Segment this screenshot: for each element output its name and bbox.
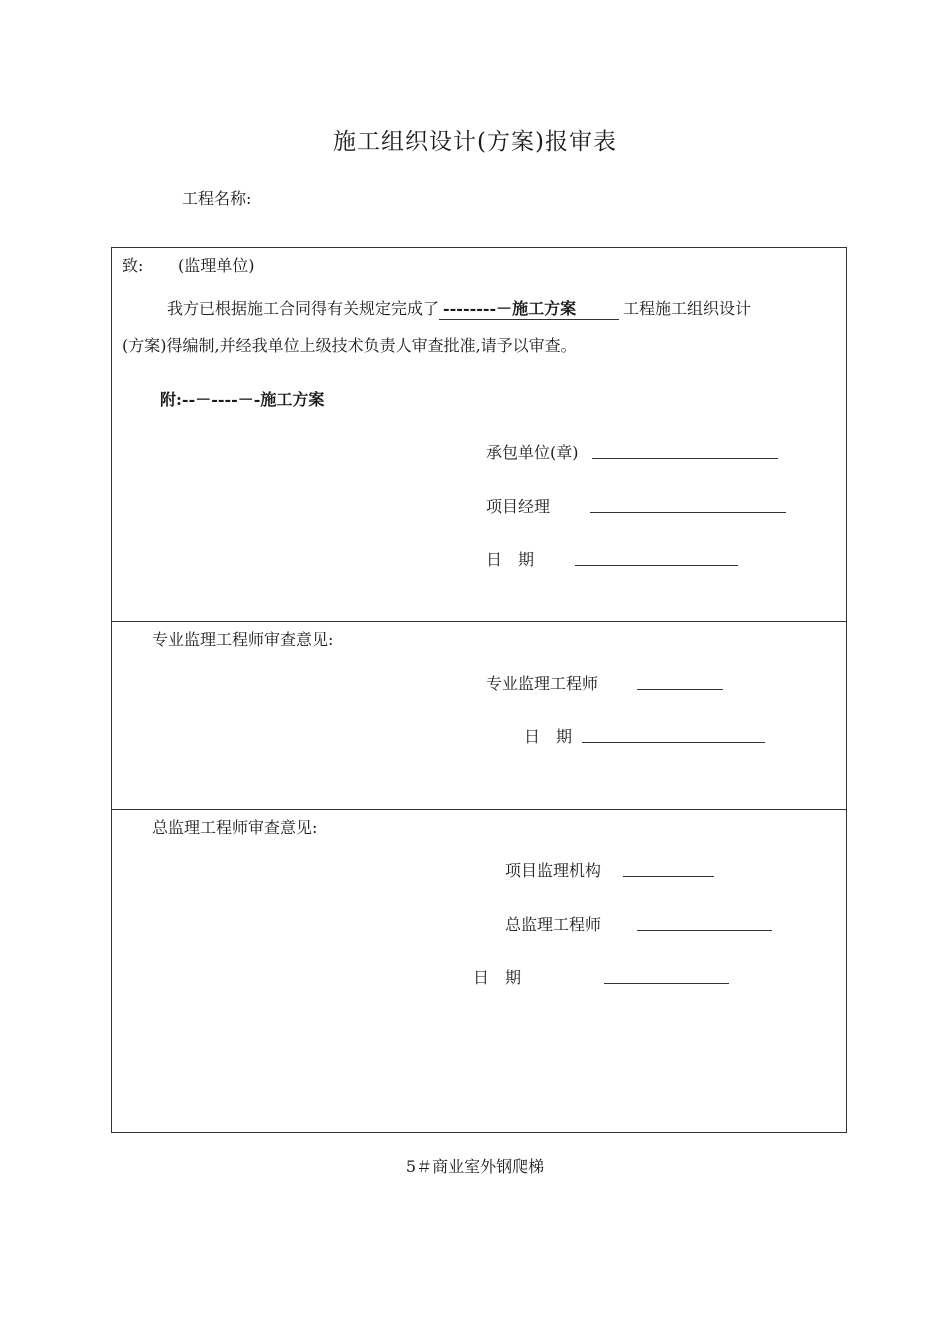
supervision-unit-label: (监理单位) (178, 256, 255, 275)
body-text-line2: (方案)得编制,并经我单位上级技术负责人审查批准,请予以审查。 (122, 336, 577, 355)
attachment-value: --－----－-施工方案 (181, 390, 325, 409)
date-line (604, 983, 729, 984)
section-divider (111, 621, 847, 622)
section-divider (111, 809, 847, 810)
date-line (582, 742, 765, 743)
body-text-suffix: 工程施工组织设计 (623, 299, 752, 318)
plan-name-field: --------－施工方案 (439, 296, 619, 320)
form-table (111, 247, 847, 1133)
contractor-label: 承包单位(章) (486, 443, 579, 462)
attachment-line (160, 387, 324, 410)
footer-project-name: 5＃商业室外钢爬梯 (405, 1157, 545, 1176)
attachment-label: 附: (160, 390, 182, 409)
specialty-review-heading: 专业监理工程师审查意见: (152, 630, 334, 649)
date-label: 日 期 (524, 727, 573, 746)
body-text-prefix: 我方已根据施工合同得有关规定完成了 (167, 299, 440, 318)
date-label: 日 期 (486, 550, 535, 569)
chief-engineer-label: 总监理工程师 (505, 915, 602, 934)
body-text-line1 (167, 296, 751, 320)
specialty-engineer-label: 专业监理工程师 (486, 674, 599, 693)
specialty-engineer-line (637, 689, 723, 690)
project-name-label: 工程名称: (182, 189, 252, 208)
page-title: 施工组织设计(方案)报审表 (333, 129, 617, 155)
contractor-signature-line (592, 458, 778, 459)
date-label: 日 期 (473, 968, 522, 987)
manager-signature-line (590, 512, 786, 513)
chief-engineer-line (637, 930, 772, 931)
supervision-org-line (623, 876, 714, 877)
chief-review-heading: 总监理工程师审查意见: (152, 818, 318, 837)
date-line (575, 565, 738, 566)
to-label: 致: (122, 256, 144, 275)
project-manager-label: 项目经理 (486, 497, 551, 516)
supervision-org-label: 项目监理机构 (505, 861, 602, 880)
